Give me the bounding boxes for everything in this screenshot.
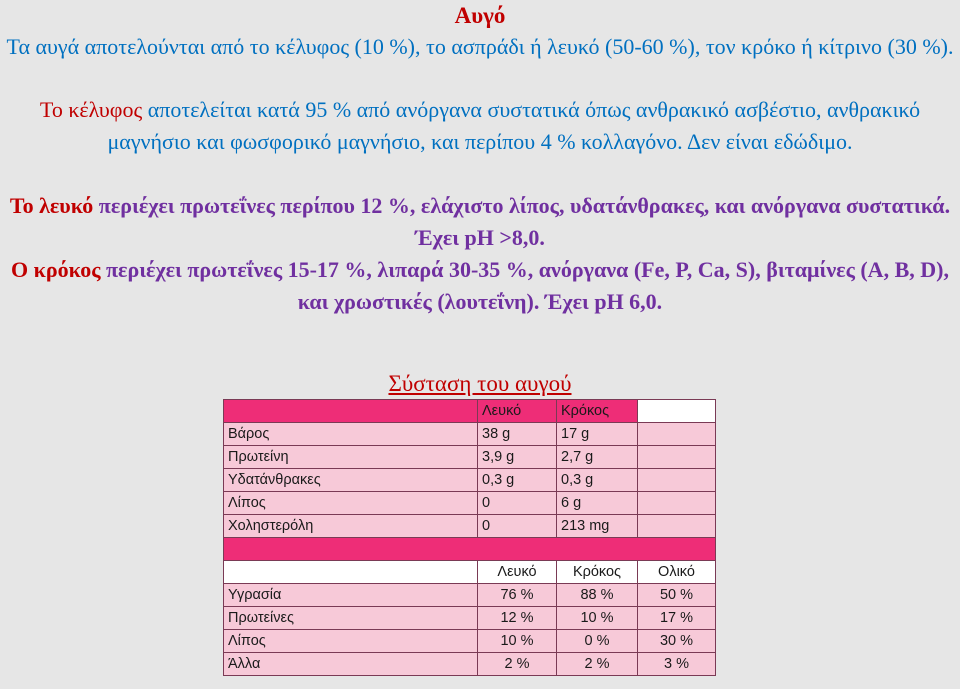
yolk-highlight: Ο κρόκος xyxy=(11,257,101,282)
table-cell xyxy=(638,492,716,515)
table-cell: 10 % xyxy=(478,630,557,653)
table-row xyxy=(224,630,716,653)
table-cell: 12 % xyxy=(478,607,557,630)
table-cell: 0,3 g xyxy=(557,469,638,492)
table-cell: 10 % xyxy=(557,607,638,630)
table-cell: 6 g xyxy=(557,492,638,515)
table-row xyxy=(224,515,716,538)
table-cell: Υγρασία xyxy=(224,584,478,607)
shell-highlight: Το κέλυφος xyxy=(39,97,143,122)
table-cell: 17 % xyxy=(638,607,716,630)
table-header-cell xyxy=(638,400,716,423)
table-cell: 0,3 g xyxy=(478,469,557,492)
table-cell: 38 g xyxy=(478,423,557,446)
table-spacer xyxy=(224,538,716,561)
table-cell: 2,7 g xyxy=(557,446,638,469)
table-cell xyxy=(638,469,716,492)
shell-text: αποτελείται κατά 95 % από ανόργανα συστατικά όπως ανθρακικό ασβέστιο, ανθρακικό μαγνήσιο και φωσφορικό μαγνήσιο, και περίπου 4 % κολλαγόνο. Δεν είναι εδώδιμο. xyxy=(107,97,921,154)
table-header-cell: Ολικό xyxy=(638,561,716,584)
spacer-row xyxy=(224,538,716,561)
table-header-cell xyxy=(224,400,478,423)
white-highlight: Το λευκό xyxy=(9,193,94,218)
table-cell: 0 % xyxy=(557,630,638,653)
table-header-cell: Κρόκος xyxy=(557,400,638,423)
egg-composition-table xyxy=(223,399,716,676)
table-cell: Βάρος xyxy=(224,423,478,446)
table-cell: 2 % xyxy=(478,653,557,676)
table-header-row xyxy=(224,561,716,584)
table-cell: Χοληστερόλη xyxy=(224,515,478,538)
table-cell xyxy=(638,446,716,469)
yolk-text: περιέχει πρωτεΐνες 15-17 %, λιπαρά 30-35 %, ανόργανα (Fe, P, Ca, S), βιταμίνες (A, B, D), και χρωστικές (λουτεΐνη). Έχει pH 6,0. xyxy=(100,257,949,314)
table-row xyxy=(224,492,716,515)
table-header-cell xyxy=(224,561,478,584)
table-cell: 0 xyxy=(478,515,557,538)
table-header-cell: Κρόκος xyxy=(557,561,638,584)
table-cell xyxy=(638,423,716,446)
table-cell: 3,9 g xyxy=(478,446,557,469)
table-cell: Λίπος xyxy=(224,630,478,653)
paragraph-white xyxy=(0,190,960,254)
page-title: Αυγό xyxy=(454,3,506,28)
paragraph-shell xyxy=(0,94,960,158)
table-cell: Πρωτείνη xyxy=(224,446,478,469)
table-cell: Πρωτείνες xyxy=(224,607,478,630)
table-cell: 88 % xyxy=(557,584,638,607)
table-title: Σύσταση του αυγού xyxy=(388,371,572,396)
table-cell: Υδατάνθρακες xyxy=(224,469,478,492)
table-row xyxy=(224,469,716,492)
table-cell: 30 % xyxy=(638,630,716,653)
white-text: περιέχει πρωτεΐνες περίπου 12 %, ελάχιστο λίπος, υδατάνθρακες, και ανόργανα συστατικά. Έχει pH >8,0. xyxy=(93,193,951,250)
table-row xyxy=(224,607,716,630)
table-cell: Λίπος xyxy=(224,492,478,515)
table-row xyxy=(224,653,716,676)
table1-body xyxy=(224,400,716,538)
table-header-cell: Λευκό xyxy=(478,400,557,423)
table-header-cell: Λευκό xyxy=(478,561,557,584)
table-row xyxy=(224,423,716,446)
paragraph-yolk xyxy=(0,254,960,318)
table-row xyxy=(224,584,716,607)
table-header-row xyxy=(224,400,716,423)
table-cell: Άλλα xyxy=(224,653,478,676)
table2-body xyxy=(224,561,716,676)
table-cell: 0 xyxy=(478,492,557,515)
table-cell: 17 g xyxy=(557,423,638,446)
table-cell xyxy=(638,515,716,538)
paragraph-composition: Τα αυγά αποτελούνται από το κέλυφος (10 %), το ασπράδι ή λευκό (50-60 %), τον κρόκο ή κίτρινο (30 %). xyxy=(6,34,954,59)
spacer-cell xyxy=(224,538,716,561)
table-cell: 76 % xyxy=(478,584,557,607)
table-row xyxy=(224,446,716,469)
table-cell: 3 % xyxy=(638,653,716,676)
table-cell: 50 % xyxy=(638,584,716,607)
table-cell: 2 % xyxy=(557,653,638,676)
table-cell: 213 mg xyxy=(557,515,638,538)
